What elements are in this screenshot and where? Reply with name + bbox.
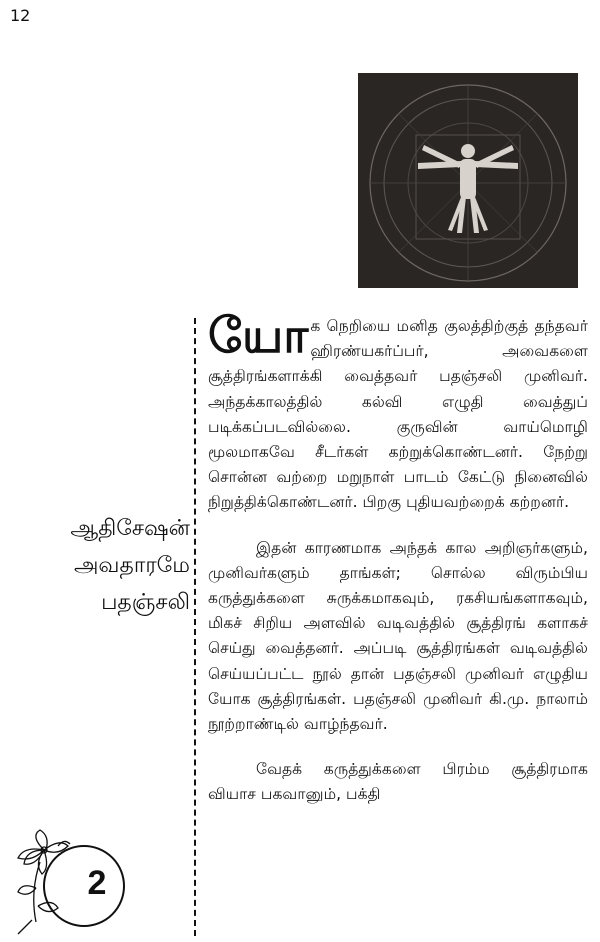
heading-line-3: பதஞ்சலி [101, 590, 190, 615]
vitruvian-man-image [358, 73, 578, 288]
heading-line-1: ஆதிசேஷன் [70, 516, 190, 541]
body-text [208, 308, 588, 808]
heading-line-2: அவதாரமே [73, 553, 190, 578]
chapter-badge [14, 828, 126, 938]
drop-cap: யோ [208, 308, 307, 364]
paragraph-1 [208, 308, 588, 516]
page-number: 12 [10, 6, 31, 25]
paragraph-2: இதன் காரணமாக அந்தக் கால அறிஞர்களும், முனிவர்களும் தாங்கள்; சொல்ல விரும்பிய கருத்துக்களை சுருக்கமாகவும், ரகசியங்களாகவும், மிகச் சிறிய அளவில் வடிவத்தில் சூத்திரங் களாகச் செய்து வைத்தனர். அப்படி சூத்திரங்கள் வடிவத்தில் செய்யப்பட்ட நூல் தான் பதஞ்சலி முனிவர் எழுதிய யோக சூத்திரங்கள். பதஞ்சலி முனிவர் கி.மு. நாலாம் நூற்றாண்டில் வாழ்ந்தவர். [208, 538, 588, 734]
chapter-number: 2 [87, 864, 107, 902]
column-divider [194, 318, 196, 936]
chapter-heading [0, 510, 190, 621]
paragraph-1-text: க நெறியை மனித குலத்திற்குத் தந்தவர் ஹிரண்யகர்ப்பர், அவைகளை சூத்திரங்களாக்கி வைத்தவர் பதஞ்சலி முனிவர். அந்தக்காலத்தில் கல்வி எழுதி வைத்துப் படிக்கப்படவில்லை. குருவின் வாய்மொழி மூலமாகவே சீடர்கள் கற்றுக்கொண்டனர். நேற்று சொன்ன வற்றை மறுநாள் பாடம் கேட்டு நினைவில் நிறுத்திக்கொண்டனர். பிறகு புதியவற்றைக் கற்றனர். [208, 317, 588, 512]
paragraph-3: வேதக் கருத்துக்களை பிரம்ம சூத்திரமாக வியாச பகவானும், பக்தி [208, 760, 588, 804]
vitruvian-man-illustration [358, 73, 578, 288]
